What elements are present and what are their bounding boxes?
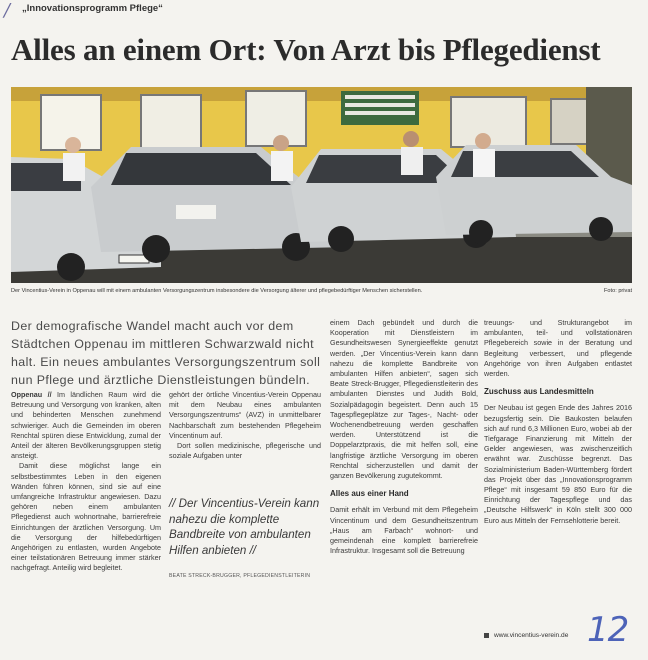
dateline: Oppenau // — [11, 390, 52, 399]
margin-mark: / — [4, 0, 11, 21]
pull-quote-credit: BEATE STRECK-BRUGGER, PFLEGEDIENSTLEITERIN — [169, 573, 311, 579]
article-lead: Der demografische Wandel macht auch vor dem Städtchen Oppenau im mittleren Schwarzwald nicht halt. Ein neues ambulantes Versorgungszentrum soll nun Pflege und ärztliche Dienstleistungen bündeln. — [11, 319, 321, 387]
column-4-paragraph-2: Der Neubau ist gegen Ende des Jahres 2016 bezugsfertig sein. Die Baukosten belaufen sich auf rund 6,3 Millionen Euro, wobei ab der Tiefgarage Finanzierung mit Mitteln der Gelder angewiesen, was zwischenzeitlich erwähnt war. Zuschüsse begrenzt. Das Sozialministerium Baden-Württemberg fördert das Projekt über das „Innovationsprogramm Pflege“ mit insgesamt 59 850 Euro für die Einrichtung der Tagespflege und das „Deutsche Hilfswerk“ in Köln stellt 300 000 Euro aus Mitteln der Fernsehlotterie bereit. — [484, 403, 632, 525]
column-3-paragraph-1: einem Dach gebündelt und durch die Kooperation mit Dienstleistern im Gesundheitswesen Synergieeffekte genutzt werden. „Der Vincentius-Verein kann dann nahezu die komplette Bandbreite von ambulanten Hilfen anbieten“, sagen sich Beate Streck-Brugger, Pflegedienstleiterin des ambulanten Dienstes und Judith Bold, Sozialpädagogin begeistert. Denn auch 15 Tagespflegeplätze zur Tages-, Nacht- oder Wochenendbetreuung werden geschaffen werden. Unterstützend ist die Doppelarztpraxis, die mit helfen soll, eine langfristige ärztliche Versorgung im oberen Renchtal sicherzustellen und damit der ganzen Bevölkerung zugutekommt. — [330, 318, 478, 481]
article-kicker: „Innovationsprogramm Pflege“ — [22, 3, 163, 14]
pull-quote: // Der Vincentius-Verein kann nahezu die komplette Bandbreite von ambulanten Hilfen anbieten // — [169, 497, 320, 557]
subhead-alles-aus-einer-hand: Alles aus einer Hand — [330, 489, 409, 499]
column-2 — [169, 390, 321, 461]
page-number: 12 — [587, 610, 629, 650]
website-url: www.vincentius-verein.de — [494, 632, 569, 639]
article-photo — [11, 87, 632, 283]
column-1-paragraph-2: Damit diese möglichst lange ein selbstbestimmtes Leben in den eigenen Wänden führen können, sind sie auf eine umfangreiche Infrastruktur angewiesen. Dazu gehören neben einem ambulanten Pflegedienst auch wohnortnahe, barrierefreie Einrichtungen der ärztlichen Versorgung. Um die Versorgung der hilfebedürftigen Angehörigen zu entlasten, wurden Angebote einer teilstationären Betreuung immer stärker nachgefragt. Anteilig wird begleitet. — [11, 461, 161, 573]
subhead-zuschuss: Zuschuss aus Landesmitteln — [484, 387, 594, 397]
bullet-square-icon — [484, 633, 489, 638]
website-link[interactable] — [484, 632, 568, 639]
column-2-paragraph-2: Dort sollen medizinische, pflegerische und soziale Aufgaben unter — [169, 441, 321, 461]
column-1-text-1: Im ländlichen Raum wird die Betreuung und Versorgung von kranken, alten und behinderten Menschen zunehmend schwieriger. Auch die Gemeinden im oberen Renchtal spüren diese Entwicklung, zumal der Anteil der älteren Bevölkerungsgruppen stetig ansteigt. — [11, 390, 162, 461]
column-1 — [11, 390, 161, 574]
caption-text: Der Vincentius-Verein in Oppenau will mit einem ambulanten Versorgungszentrum insbesondere die Versorgung älterer und pflegebedürftiger Menschen sicherstellen. — [11, 288, 423, 294]
photo-credit: Foto: privat — [604, 288, 632, 294]
photo-illustration — [11, 87, 632, 283]
column-4 — [484, 318, 632, 526]
article-headline: Alles an einem Ort: Von Arzt bis Pflegedienst — [11, 32, 601, 67]
column-4-paragraph-1: treuungs- und Strukturangebot im ambulanten, teil- und vollstationären Pflegebereich sowie in der Beratung und Begleitung verbessert, und pflegende Angehörige von ihren Aufgaben entlastet werden. — [484, 318, 632, 379]
column-1-paragraph-1 — [11, 390, 161, 461]
column-3-paragraph-2: Damit erhält im Verbund mit dem Pflegeheim Vincentinum und dem Gesundheitszentrum „Haus am Farbach“ wohnort- und gemeindenah eine komplett barrierefreie Infrastruktur. Insgesamt soll die Betreuung — [330, 505, 478, 556]
column-3 — [330, 318, 478, 556]
column-2-paragraph-1: gehört der örtliche Vincentius-Verein Oppenau mit dem Neubau eines ambulanten Versorgungszentrums“ (AVZ) in unmittelbarer Nachbarschaft zum bestehenden Pflegeheim Vincentinum auf. — [169, 390, 321, 440]
photo-caption — [11, 288, 632, 294]
